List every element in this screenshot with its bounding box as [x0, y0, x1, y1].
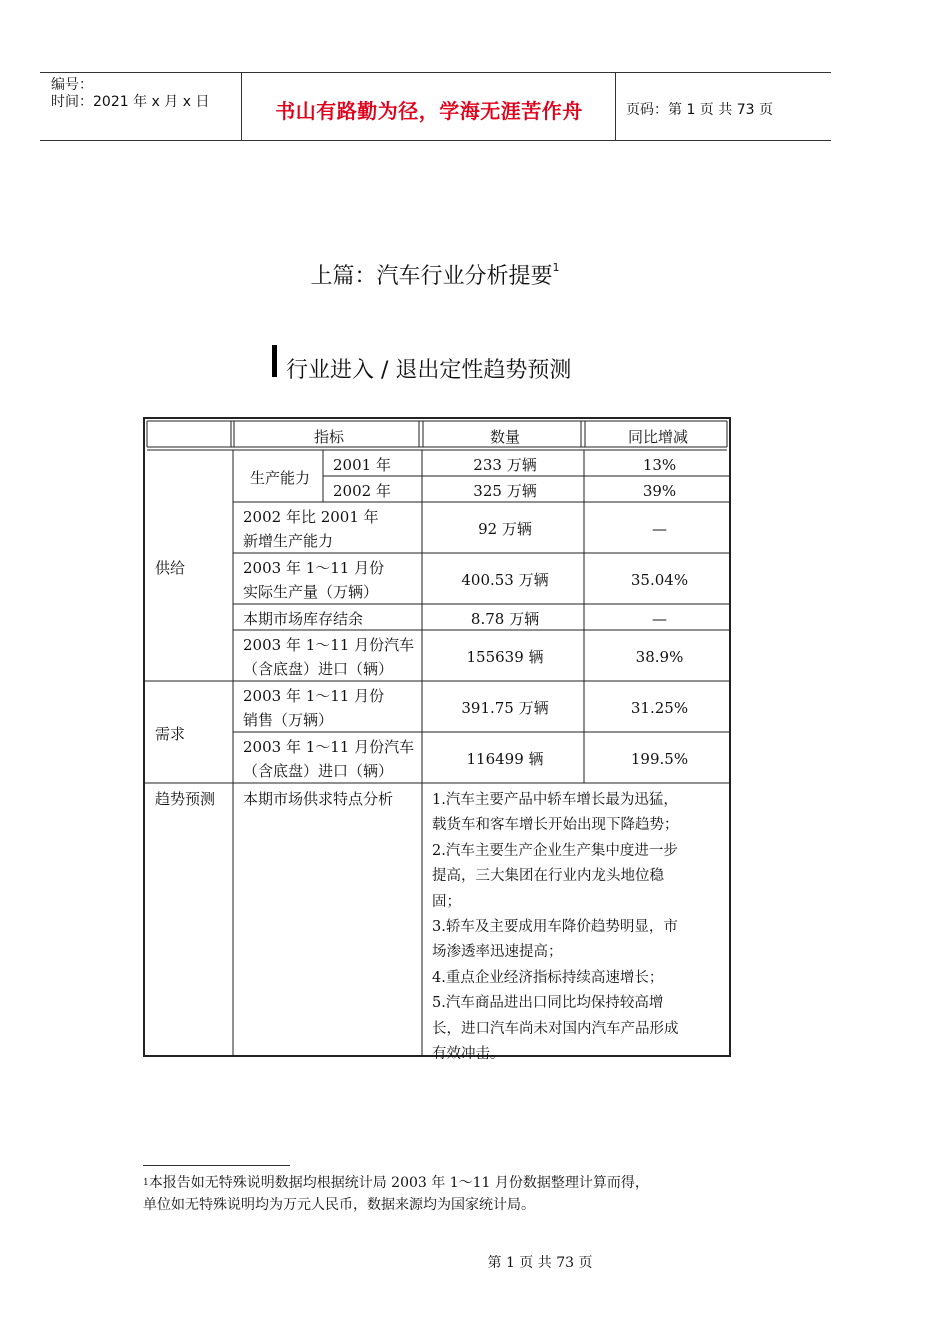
trend-analysis-text	[432, 788, 728, 1067]
header-number: 编号：	[51, 77, 93, 93]
table-row-yoy: 35.04%	[630, 571, 689, 589]
table-row-yoy: 38.9%	[635, 648, 684, 666]
section-heading: 行业进入 / 退出定性趋势预测	[286, 358, 572, 383]
header-yoy: 同比增减	[627, 428, 688, 446]
trend-line: 有效冲击。	[432, 1046, 505, 1063]
trend-line: 长，进口汽车尚未对国内汽车产品形成	[432, 1020, 679, 1037]
footnote-line	[143, 1172, 743, 1194]
header-page-number: 页码：第 1 页 共 73 页	[626, 102, 773, 118]
trend-line: 载货车和客车增长开始出现下降趋势；	[432, 817, 679, 834]
supply-demand-table	[143, 417, 731, 1063]
heading-bar	[272, 345, 277, 377]
header-divider-right	[615, 72, 616, 140]
table-row-quantity: 155639 辆	[466, 648, 544, 666]
trend-line: 1.汽车主要产品中轿车增长最为迅猛，	[432, 792, 678, 808]
capacity-label: 生产能力	[249, 469, 310, 487]
page-title	[0, 259, 870, 290]
footnote	[143, 1172, 743, 1216]
table-row-label: 本期市场库存结余	[243, 610, 364, 628]
table-row-label-line: 实际生产量（万辆）	[243, 583, 379, 601]
table-row-label-line: 2003 年 1～11 月份	[243, 559, 385, 577]
footnote-rule	[143, 1165, 290, 1166]
table-row-label	[243, 556, 384, 604]
table-row-label-line: 2003 年 1～11 月份汽车	[243, 636, 415, 654]
table-row-label: 2001 年	[333, 456, 391, 474]
header-divider-left	[241, 72, 242, 140]
trend-line: 5.汽车商品进出口同比均保持较高增	[432, 995, 664, 1012]
table-row-yoy: 199.5%	[630, 750, 689, 768]
table-row-label	[243, 684, 384, 732]
table-row-label-line: 2002 年比 2001 年	[243, 508, 379, 526]
trend-line: 固；	[432, 893, 461, 910]
header-meta	[51, 77, 209, 111]
table-row-label-line: 销售（万辆）	[243, 711, 334, 729]
footnote-line-1-text: 本报告如无特殊说明数据均根据统计局 2003 年 1～11 月份数据整理计算而得，	[148, 1175, 649, 1191]
table-row-label-line: 2003 年 1～11 月份汽车	[243, 738, 415, 756]
header-top-rule	[40, 72, 831, 73]
table-row-label	[243, 505, 379, 553]
trend-line: 3.轿车及主要成用车降价趋势明显，市	[432, 919, 678, 936]
table-row-quantity: 400.53 万辆	[461, 571, 549, 589]
trend-item-label: 本期市场供求特点分析	[243, 790, 394, 808]
footnote-mark: 1	[143, 1178, 149, 1188]
table-row-yoy: —	[652, 610, 667, 628]
table-row-quantity: 233 万辆	[473, 456, 537, 474]
table-row-quantity: 92 万辆	[478, 520, 532, 538]
header-bottom-rule	[40, 140, 831, 141]
table-row-label	[243, 633, 414, 681]
table-row-label-line: 新增生产能力	[243, 532, 334, 550]
table-row-label: 2002 年	[333, 482, 391, 500]
page-title-text: 上篇：汽车行业分析提要	[310, 264, 553, 289]
page-footer: 第 1 页 共 73 页	[487, 1255, 593, 1271]
header-quantity: 数量	[489, 428, 520, 446]
table-row-label-line: 2003 年 1～11 月份	[243, 687, 385, 705]
group-supply: 供给	[155, 559, 186, 577]
table-row-quantity: 325 万辆	[473, 482, 537, 500]
header-indicator: 指标	[313, 428, 344, 446]
header-motto: 书山有路勤为径，学海无涯苦作舟	[275, 99, 583, 123]
title-footnote-mark: 1	[552, 261, 560, 274]
table-row-quantity: 116499 辆	[466, 750, 544, 768]
group-trend: 趋势预测	[155, 790, 216, 808]
trend-line: 场渗透率迅速提高；	[432, 944, 563, 961]
table-row-quantity: 391.75 万辆	[461, 699, 549, 717]
table-row-quantity: 8.78 万辆	[470, 610, 540, 628]
group-demand: 需求	[155, 725, 186, 743]
table-row-label	[243, 735, 414, 783]
trend-line: 2.汽车主要生产企业生产集中度进一步	[432, 842, 678, 859]
table-row-label-line: （含底盘）进口（辆）	[243, 762, 394, 780]
table-row-yoy: 31.25%	[630, 699, 689, 717]
footnote-line: 单位如无特殊说明均为万元人民币，数据来源均为国家统计局。	[143, 1197, 535, 1213]
trend-line: 提高，三大集团在行业内龙头地位稳	[432, 868, 664, 885]
table-row-yoy: —	[652, 520, 667, 538]
table-row-label-line: （含底盘）进口（辆）	[243, 660, 394, 678]
trend-line: 4.重点企业经济指标持续高速增长；	[432, 969, 664, 986]
table-row-yoy: 39%	[642, 482, 677, 500]
table-row-yoy: 13%	[642, 456, 677, 474]
header-time: 时间：2021 年 x 月 x 日	[51, 94, 210, 110]
